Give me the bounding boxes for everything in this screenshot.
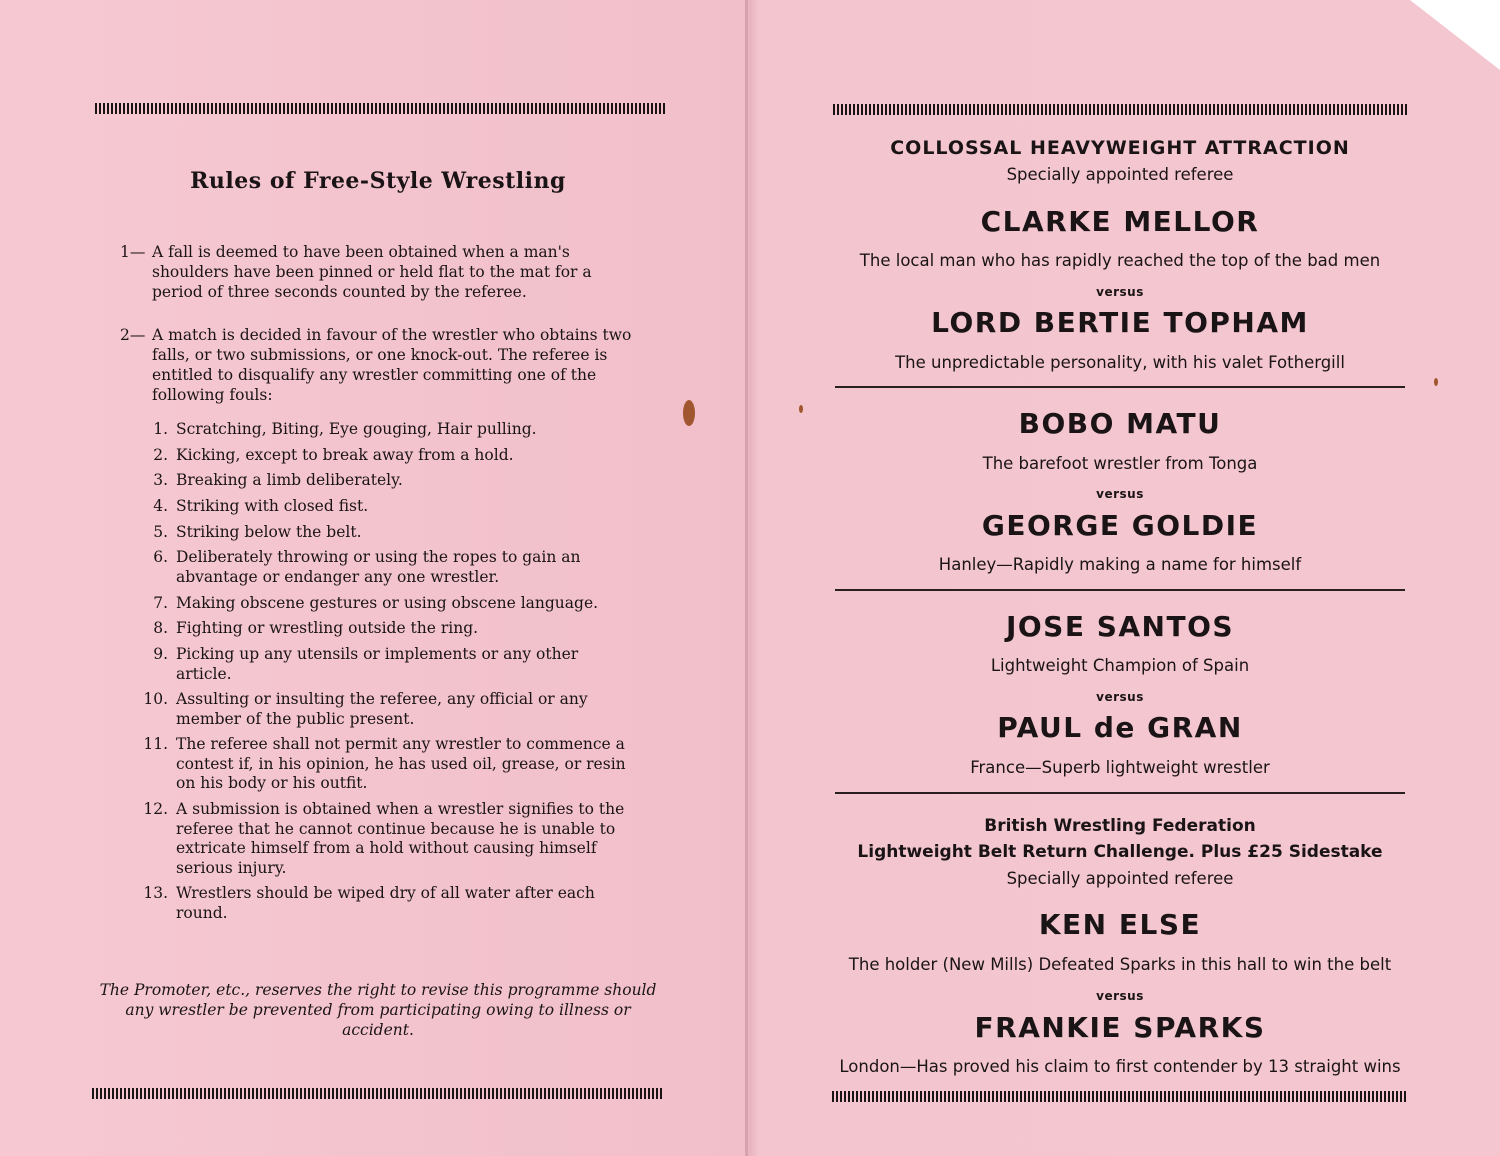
- versus-label: versus: [1096, 487, 1144, 501]
- wrestler-name: LORD BERTIE TOPHAM: [931, 306, 1309, 339]
- foul-item: 1. Scratching, Biting, Eye gouging, Hair pulling.: [153, 420, 537, 438]
- versus-label: versus: [1096, 989, 1144, 1003]
- foul-item: 11. The referee shall not permit any wrestler to commence a contest if, in his opinion, he has used oil, grease, or resin on his body or his outfit.: [143, 735, 626, 793]
- stain-mark: [1434, 378, 1438, 386]
- federation-title: British Wrestling Federation: [984, 816, 1256, 836]
- wrestler-description: The barefoot wrestler from Tonga: [982, 454, 1258, 473]
- wrestler-name: CLARKE MELLOR: [980, 205, 1260, 238]
- foul-item: 12. A submission is obtained when a wrestler signifies to the referee that he cannot continue because he is unable to extricate himself from a hold without causing himself serious injury.: [143, 800, 625, 877]
- rule-paragraph: [120, 325, 640, 405]
- divider: [835, 792, 1405, 794]
- foul-item: 4. Striking with closed fist.: [153, 497, 369, 516]
- promoter-disclaimer: The Promoter, etc., reserves the right to revise this programme should any wrestler be prevented from participating owing to illness or accident.: [99, 981, 657, 1039]
- fouls-list: [138, 420, 638, 929]
- versus-label: versus: [1096, 690, 1144, 704]
- wrestler-name: FRANKIE SPARKS: [974, 1011, 1266, 1044]
- referee-note: Specially appointed referee: [1006, 869, 1234, 888]
- torn-corner: [1410, 0, 1500, 70]
- foul-item: 7. Making obscene gestures or using obscene language.: [153, 593, 599, 612]
- wrestler-name: KEN ELSE: [1038, 908, 1202, 941]
- wrestler-name: JOSE SANTOS: [1005, 610, 1235, 643]
- foul-item: 2. Kicking, except to break away from a hold.: [153, 445, 514, 464]
- bout-heading: COLLOSSAL HEAVYWEIGHT ATTRACTION: [890, 137, 1350, 159]
- rules-panel: [88, 100, 668, 1110]
- challenge-title: Lightweight Belt Return Challenge. Plus £25 Sidestake: [857, 842, 1383, 862]
- foul-item: 5. Striking below the belt.: [153, 522, 362, 541]
- divider: [835, 386, 1405, 388]
- wrestler-description: Lightweight Champion of Spain: [990, 656, 1250, 675]
- center-fold: [745, 0, 748, 1156]
- rule-text: A fall is deemed to have been obtained when a man's shoulders have been pinned or held flat to the mat for a period of three seconds counted by the referee.: [152, 243, 592, 301]
- versus-label: versus: [1096, 285, 1144, 299]
- wrestler-description: London—Has proved his claim to first contender by 13 straight wins: [839, 1057, 1401, 1076]
- wrestler-name: PAUL de GRAN: [997, 711, 1243, 744]
- rules-title: Rules of Free-Style Wrestling: [190, 168, 566, 194]
- stain-mark: [683, 400, 695, 426]
- foul-item: 10. Assulting or insulting the referee, any official or any member of the public present.: [143, 690, 588, 728]
- rule-number: 2—: [120, 326, 146, 344]
- foul-item: 9. Picking up any utensils or implements or any other article.: [153, 645, 579, 683]
- wrestler-description: The holder (New Mills) Defeated Sparks in this hall to win the belt: [848, 955, 1392, 974]
- rule-text: A match is decided in favour of the wrestler who obtains two falls, or two submissions, or one knock-out. The referee is entitled to disqualify any wrestler committing one of the following fouls:: [152, 326, 632, 404]
- wrestler-description: France—Superb lightweight wrestler: [970, 758, 1270, 777]
- foul-item: 3. Breaking a limb deliberately.: [153, 471, 403, 490]
- wrestler-name: BOBO MATU: [1018, 407, 1222, 440]
- wrestler-description: The local man who has rapidly reached the top of the bad men: [859, 251, 1381, 270]
- wrestler-name: GEORGE GOLDIE: [981, 509, 1259, 542]
- divider: [835, 589, 1405, 591]
- wrestler-description: Hanley—Rapidly making a name for himself: [938, 555, 1302, 574]
- stain-mark: [799, 405, 803, 413]
- rule-number: 1—: [120, 243, 146, 261]
- referee-note: Specially appointed referee: [1006, 165, 1234, 184]
- foul-item: 13. Wrestlers should be wiped dry of all water after each round.: [143, 884, 595, 922]
- bouts-panel: [830, 100, 1410, 1110]
- foul-item: 6. Deliberately throwing or using the ropes to gain an abvantage or endanger any one wrestler.: [153, 548, 581, 586]
- wrestler-description: The unpredictable personality, with his valet Fothergill: [895, 353, 1345, 372]
- foul-item: 8. Fighting or wrestling outside the ring.: [153, 619, 479, 638]
- rule-paragraph: [120, 242, 640, 302]
